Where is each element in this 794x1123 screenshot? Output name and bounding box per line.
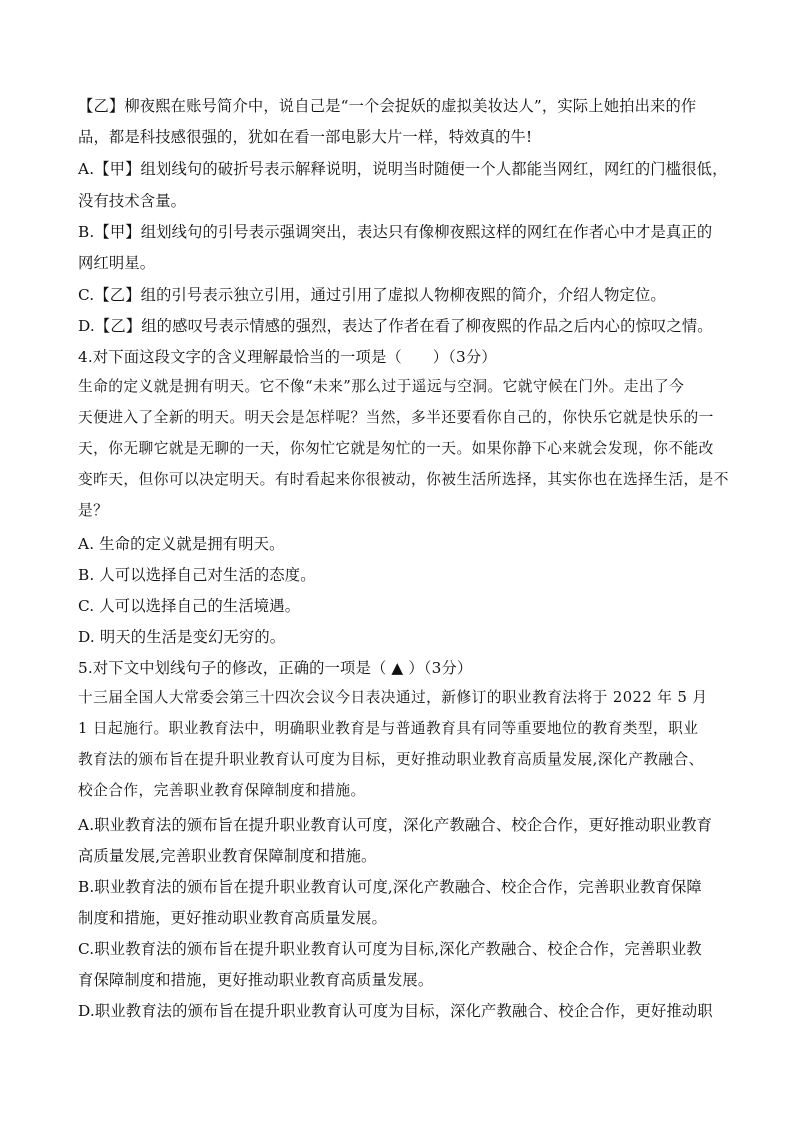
q5-passage-line-3: 教育法的颁布旨在提升职业教育认可度为目标，更好推动职业教育高质量发展,深化产教融合、 xyxy=(78,751,704,768)
q5-passage-line-4: 校企合作，完善职业教育保障制度和措施。 xyxy=(78,782,366,799)
q5-option-b-line-2: 制度和措施，更好推动职业教育高质量发展。 xyxy=(78,909,387,927)
q5-option-b-line-1: B.职业教育法的颁布旨在提升职业教育认可度,深化产教融合、校企合作，完善职业教育保障 xyxy=(78,878,702,896)
q4-passage-line-2: 天便进入了全新的明天。明天会是怎样呢？当然，多半还要看你自己的，你快乐它就是快乐的一 xyxy=(78,409,714,426)
q4-passage-line-5: 是？ xyxy=(78,502,109,519)
q4-passage-line-4: 变昨天，但你可以决定明天。有时看起来你很被动，你被生活所选择，其实你也在选择生活，是不 xyxy=(78,471,729,488)
q3-option-a-line-2: 没有技术含量。 xyxy=(78,192,187,210)
q5-option-d-line-1: D.职业教育法的颁布旨在提升职业教育认可度为目标，深化产教融合、校企合作，更好推动职 xyxy=(78,1002,713,1020)
q4-option-b: B. 人可以选择自己对生活的态度。 xyxy=(78,566,316,584)
section-b-intro-line-1: 【乙】柳夜熙在账号简介中，说自己是“一个会捉妖的虚拟美妆达人”，实际上她拍出来的作 xyxy=(78,97,697,115)
q5-option-a-line-2: 高质量发展,完善职业教育保障制度和措施。 xyxy=(78,847,377,865)
q4-option-c: C. 人可以选择自己的生活境遇。 xyxy=(78,597,301,615)
q3-option-b-line-2: 网红明星。 xyxy=(78,254,156,272)
q5-passage-line-2: 1 日起施行。职业教育法中，明确职业教育是与普通教育具有同等重要地位的教育类型，职业 xyxy=(78,720,699,737)
q5-stem: 5.对下文中划线句子的修改，正确的一项是（ ▲ ）（3分） xyxy=(78,659,473,677)
section-b-intro-line-2: 品，都是科技感很强的，犹如在看一部电影大片一样，特效真的牛! xyxy=(78,128,533,146)
q3-option-a-line-1: A.【甲】组划线句的破折号表示解释说明，说明当时随便一个人都能当网红，网红的门槛很低， xyxy=(78,160,728,178)
q4-stem: 4.对下面这段文字的含义理解最恰当的一项是（ ）（3分） xyxy=(78,348,497,366)
q4-option-a: A. 生命的定义就是拥有明天。 xyxy=(78,535,285,553)
q3-option-b-line-1: B.【甲】组划线句的引号表示强调突出，表达只有像柳夜熙这样的网红在作者心中才是真正的 xyxy=(78,223,713,241)
q5-option-a-line-1: A.职业教育法的颁布旨在提升职业教育认可度，深化产教融合、校企合作，更好推动职业教育 xyxy=(78,816,713,834)
q5-option-c-line-2: 育保障制度和措施，更好推动职业教育高质量发展。 xyxy=(78,971,434,989)
q4-passage-line-3: 天，你无聊它就是无聊的一天，你匆忙它就是匆忙的一天。如果你静下心来就会发现，你不能改 xyxy=(78,440,714,457)
q5-passage-line-1: 十三届全国人大常委会第三十四次会议今日表决通过，新修订的职业教育法将于 2022 年 5 月 xyxy=(78,689,708,706)
q3-option-c: C.【乙】组的引号表示独立引用，通过引用了虚拟人物柳夜熙的简介，介绍人物定位。 xyxy=(78,286,666,304)
q4-passage-line-1: 生命的定义就是拥有明天。它不像“未来”那么过于遥远与空洞。它就守候在门外。走出了今 xyxy=(78,378,685,395)
q4-option-d: D. 明天的生活是变幻无穷的。 xyxy=(78,628,286,646)
q3-option-d: D.【乙】组的感叹号表示情感的强烈，表达了作者在看了柳夜熙的作品之后内心的惊叹之情。 xyxy=(78,317,713,335)
q5-option-c-line-1: C.职业教育法的颁布旨在提升职业教育认可度为目标,深化产教融合、校企合作，完善职业教 xyxy=(78,940,702,958)
